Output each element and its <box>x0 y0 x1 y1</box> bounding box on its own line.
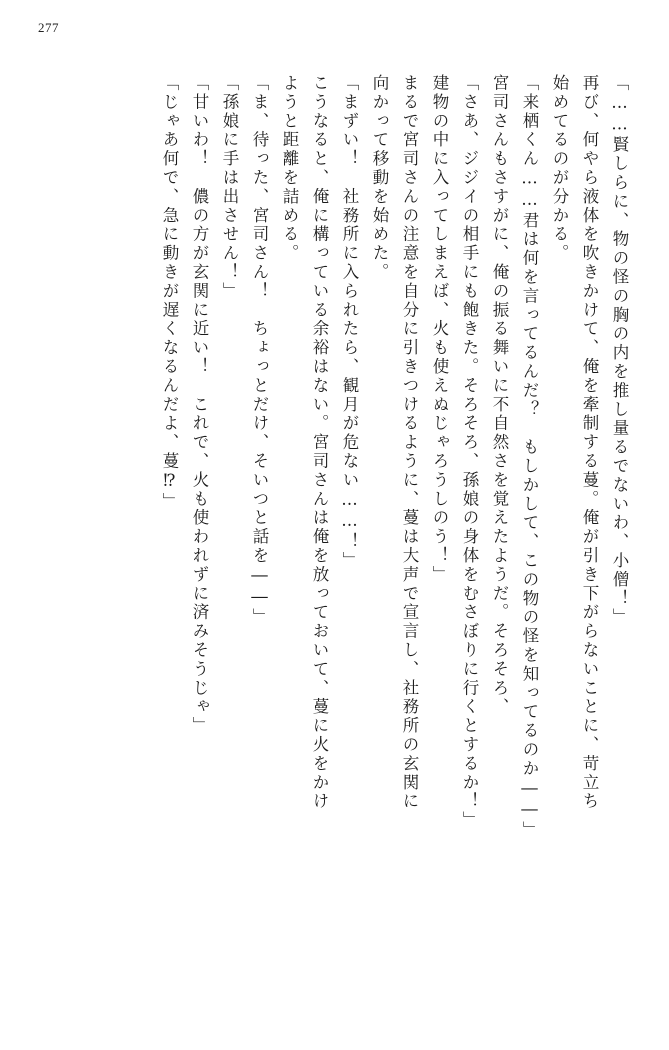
text-column: 宮司さんもさすがに、俺の振る舞いに不自然さを覚えたようだ。そろそろ、 <box>490 74 509 717</box>
text-column: こうなると、俺に構っている余裕はない。宮司さんは俺を放っておいて、蔓に火をかけ <box>310 74 329 812</box>
text-column: 「甘いわ！ 儂の方が玄関に近い！ これで、火も使われずに済みそうじゃ」 <box>190 74 209 736</box>
text-column: まるで宮司さんの注意を自分に引きつけるように、蔓は大声で宣言し、社務所の玄関に <box>400 74 419 812</box>
text-column: 始めてるのが分かる。 <box>550 74 569 263</box>
text-column: ようと距離を詰める。 <box>280 74 299 263</box>
text-column: 「じゃあ何で、急に動きが遅くなるんだよ、蔓⁉」 <box>160 74 179 512</box>
text-column: 「……賢しらに、物の怪の胸の内を推し量るでないわ、小僧！」 <box>610 74 629 628</box>
text-column: 「ま、待った、宮司さん！ ちょっとだけ、そいつと話を――」 <box>250 74 269 628</box>
text-column: 「来栖くん……君は何を言ってるんだ？ もしかして、この物の怪を知ってるのか――」 <box>520 74 539 840</box>
page-number: 277 <box>38 20 59 35</box>
text-column: 建物の中に入ってしまえば、火も使えぬじゃろうしのう！」 <box>430 74 449 585</box>
text-column: 再び、何やら液体を吹きかけて、俺を牽制する蔓。俺が引き下がらないことに、苛立ち <box>580 74 599 812</box>
vertical-text-body <box>34 74 627 984</box>
text-column: 向かって移動を始めた。 <box>370 74 389 282</box>
text-column: 「まずい！ 社務所に入られたら、観月が危ない……！」 <box>340 74 359 571</box>
text-column: 「孫娘に手は出させん！」 <box>220 74 239 301</box>
text-column: 「さあ、ジジイの相手にも飽きた。そろそろ、孫娘の身体をむさぼりに行くとするか！」 <box>460 74 479 830</box>
